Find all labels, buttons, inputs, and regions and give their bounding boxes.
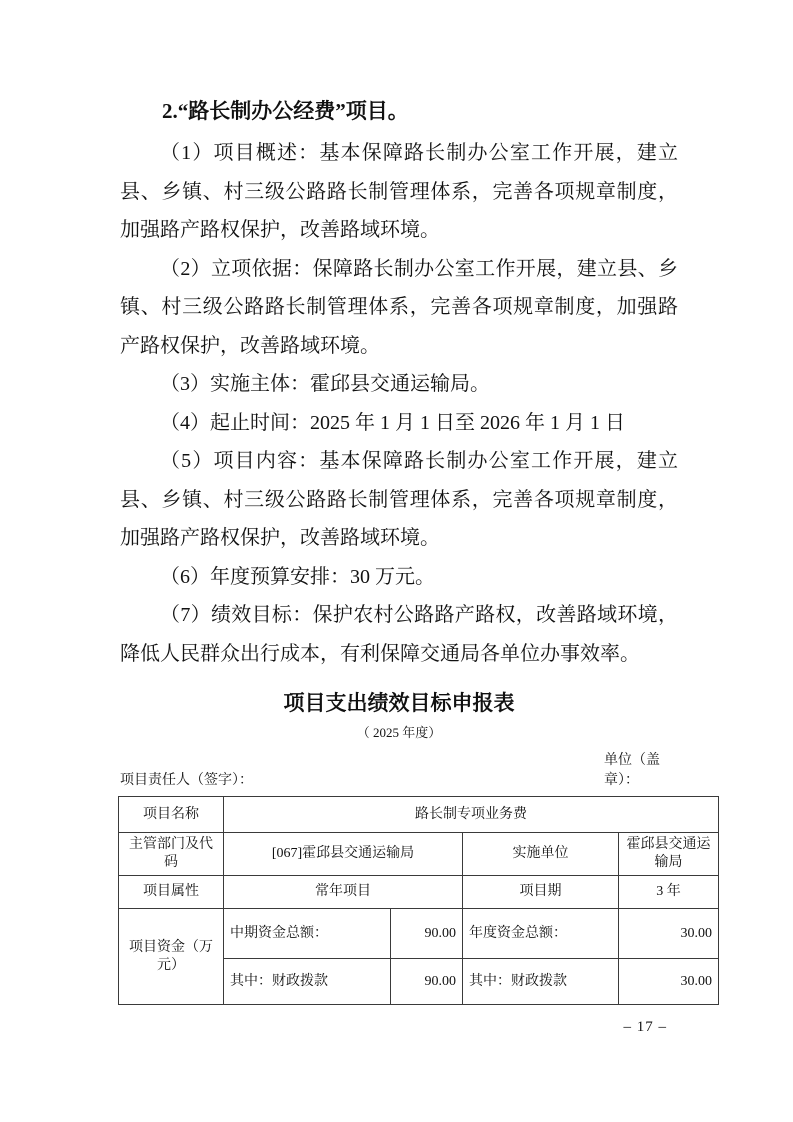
cell-project-name-value: 路长制专项业务费 [224, 797, 719, 833]
cell-funds-label: 项目资金（万元） [119, 909, 224, 1005]
performance-target-table [118, 796, 719, 1005]
cell-implement-unit-label: 实施单位 [463, 833, 619, 876]
cell-mid-total-label: 中期资金总额： [224, 909, 391, 959]
paragraph-6: （6）年度预算安排：30 万元。 [160, 565, 435, 588]
table-row-department [119, 833, 719, 876]
paragraph-5: （5）项目内容：基本保障路长制办公室工作开展，建立县、乡镇、村三级公路路长制管理体系，完善各项规章制度，加强路产路权保护，改善路域环境。 [120, 450, 678, 549]
cell-year-fiscal-value: 30.00 [619, 959, 719, 1005]
cell-year-total-label: 年度资金总额： [463, 909, 619, 959]
cell-year-total-value: 30.00 [619, 909, 719, 959]
page-number: – 17 – [623, 1019, 667, 1035]
cell-project-name-label: 项目名称 [119, 797, 224, 833]
table-row-funds-total [119, 909, 719, 959]
paragraph-4: （4）起止时间：2025 年 1 月 1 日至 2026 年 1 月 1 日 [160, 411, 625, 434]
table-row-attribute [119, 876, 719, 909]
cell-period-value: 3 年 [619, 876, 719, 909]
cell-department-label: 主管部门及代码 [119, 833, 224, 876]
paragraph-1: （1）项目概述：基本保障路长制办公室工作开展，建立县、乡镇、村三级公路路长制管理体系，完善各项规章制度，加强路产路权保护，改善路域环境。 [120, 142, 678, 241]
cell-attribute-label: 项目属性 [119, 876, 224, 909]
cell-implement-unit-value: 霍邱县交通运输局 [619, 833, 719, 876]
cell-department-value: [067]霍邱县交通运输局 [224, 833, 463, 876]
table-row-project-name [119, 797, 719, 833]
section-heading: 2.“路长制办公经费”项目。 [162, 99, 409, 123]
signature-row [120, 751, 678, 791]
cell-year-fiscal-label: 其中：财政拨款 [463, 959, 619, 1005]
paragraph-2: （2）立项依据：保障路长制办公室工作开展，建立县、乡镇、村三级公路路长制管理体系，完善各项规章制度，加强路产路权保护，改善路域环境。 [120, 257, 678, 357]
form-year-line: （ 2025 年度） [356, 725, 442, 740]
cell-mid-fiscal-value: 90.00 [391, 959, 463, 1005]
form-title: 项目支出绩效目标申报表 [283, 692, 515, 715]
cell-period-label: 项目期 [463, 876, 619, 909]
cell-attribute-value: 常年项目 [224, 876, 463, 909]
cell-mid-fiscal-label: 其中：财政拨款 [224, 959, 391, 1005]
cell-mid-total-value: 90.00 [391, 909, 463, 959]
signer-label: 项目责任人（签字）： [120, 773, 253, 788]
paragraph-7: （7）绩效目标：保护农村公路路产路权，改善路域环境，降低人民群众出行成本，有利保障交通局各单位办事效率。 [120, 604, 678, 665]
unit-seal-label: 单位（盖章）： [604, 753, 660, 788]
paragraph-3: （3）实施主体：霍邱县交通运输局。 [160, 373, 490, 395]
